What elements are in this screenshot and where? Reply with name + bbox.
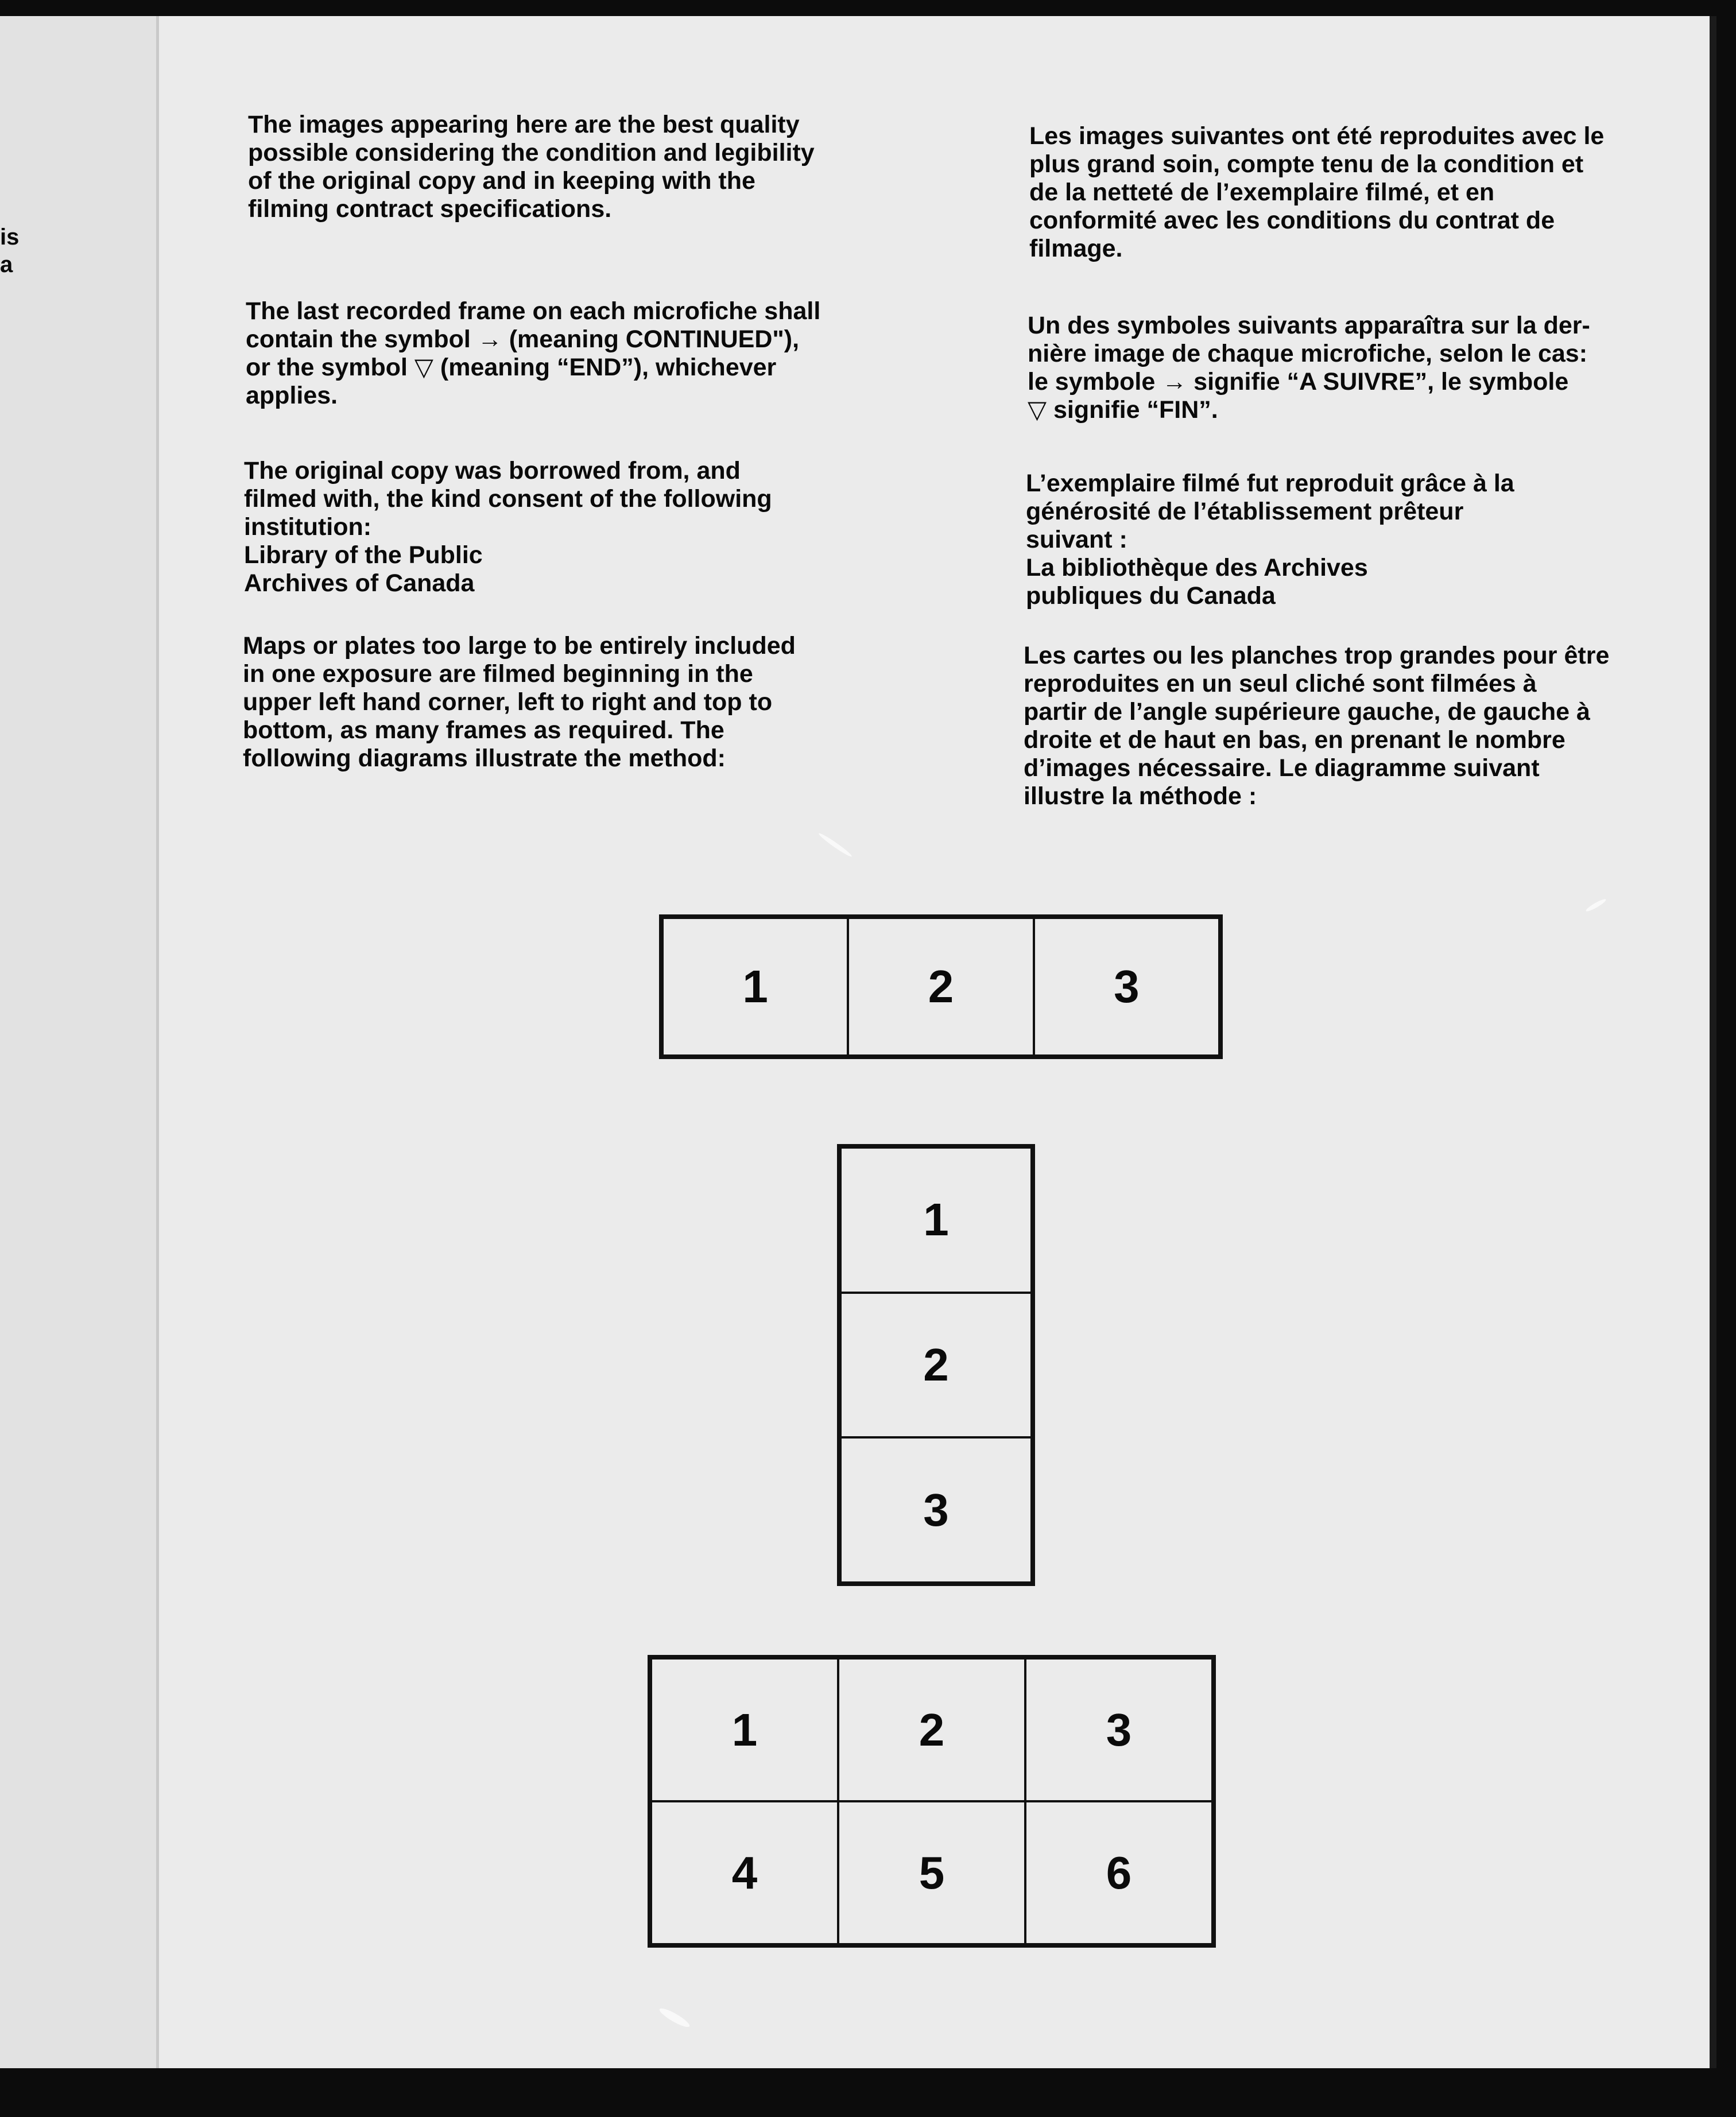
english-maps-column bbox=[243, 632, 892, 773]
frame-cell: 1 bbox=[651, 1658, 838, 1801]
frame-cell: 6 bbox=[1025, 1801, 1212, 1944]
english-institution-column bbox=[244, 457, 893, 598]
horizontal-frames-diagram bbox=[659, 914, 1223, 1059]
frame-cell: 5 bbox=[838, 1801, 1025, 1944]
english-column bbox=[248, 111, 897, 223]
previous-page-strip bbox=[0, 16, 159, 2068]
frame-cell: 2 bbox=[838, 1658, 1025, 1801]
english-quality-paragraph: The images appearing here are the best quality possible considering the condition and legibility of the original copy and in keeping with the filming contract specifications. bbox=[248, 111, 815, 223]
french-symbol-paragraph: Un des symboles suivants apparaîtra sur la der- nière image de chaque microfiche, selon le cas: le symbole → signifie “A SUIVRE”, le symbole ▽ signifie “FIN”. bbox=[1028, 312, 1590, 424]
scan-speck bbox=[658, 2006, 692, 2030]
french-symbol-column bbox=[1028, 312, 1676, 424]
french-maps-paragraph: Les cartes ou les planches trop grandes pour être reproduites en un seul cliché sont filmées à partir de l’angle supérieure gauche, de gauche à droite et de haut en bas, en prenant le nombre d’images nécessaire. Le diagramme suivant illustre la méthode : bbox=[1024, 642, 1610, 810]
frame-cell: 1 bbox=[662, 918, 848, 1056]
french-institution-column bbox=[1026, 470, 1675, 610]
french-maps-column bbox=[1024, 642, 1684, 811]
frame-cell: 3 bbox=[1025, 1658, 1212, 1801]
frame-cell: 2 bbox=[840, 1293, 1032, 1438]
english-symbol-column bbox=[246, 297, 894, 410]
vertical-frames-diagram bbox=[837, 1144, 1035, 1586]
english-institution-name: Library of the Public Archives of Canada bbox=[244, 541, 483, 597]
left-text-fragment: a bbox=[0, 252, 13, 277]
scan-speck bbox=[1585, 898, 1607, 913]
scan-speck bbox=[817, 832, 853, 859]
french-institution-paragraph: L’exemplaire filmé fut reproduit grâce à la générosité de l’établissement prêteur suivant : bbox=[1026, 470, 1514, 553]
frame-cell: 3 bbox=[1034, 918, 1219, 1056]
frame-cell: 1 bbox=[840, 1147, 1032, 1293]
french-quality-paragraph: Les images suivantes ont été reproduites avec le plus grand soin, compte tenu de la condition et de la netteté de l’exemplaire filmé, et en conformité avec les conditions du contrat de filmage. bbox=[1029, 122, 1605, 262]
french-institution-name: La bibliothèque des Archives publiques du Canada bbox=[1026, 554, 1368, 610]
frame-cell: 2 bbox=[848, 918, 1033, 1056]
page-edge bbox=[1710, 16, 1716, 2068]
frame-cell: 4 bbox=[651, 1801, 838, 1944]
english-symbol-paragraph: The last recorded frame on each microfiche shall contain the symbol → (meaning CONTINUED"), or the symbol ▽ (meaning “END”), whichever applies. bbox=[246, 297, 821, 409]
frame-cell: 3 bbox=[840, 1437, 1032, 1583]
page bbox=[0, 16, 1716, 2068]
english-institution-paragraph: The original copy was borrowed from, and filmed with, the kind consent of the following institution: bbox=[244, 457, 772, 541]
grid-frames-diagram bbox=[648, 1655, 1216, 1948]
english-maps-paragraph: Maps or plates too large to be entirely included in one exposure are filmed beginning in the upper left hand corner, left to right and top to bottom, as many frames as required. The following diagrams illustrate the method: bbox=[243, 632, 796, 772]
french-column bbox=[1029, 122, 1678, 263]
left-text-fragment: is bbox=[0, 224, 20, 250]
